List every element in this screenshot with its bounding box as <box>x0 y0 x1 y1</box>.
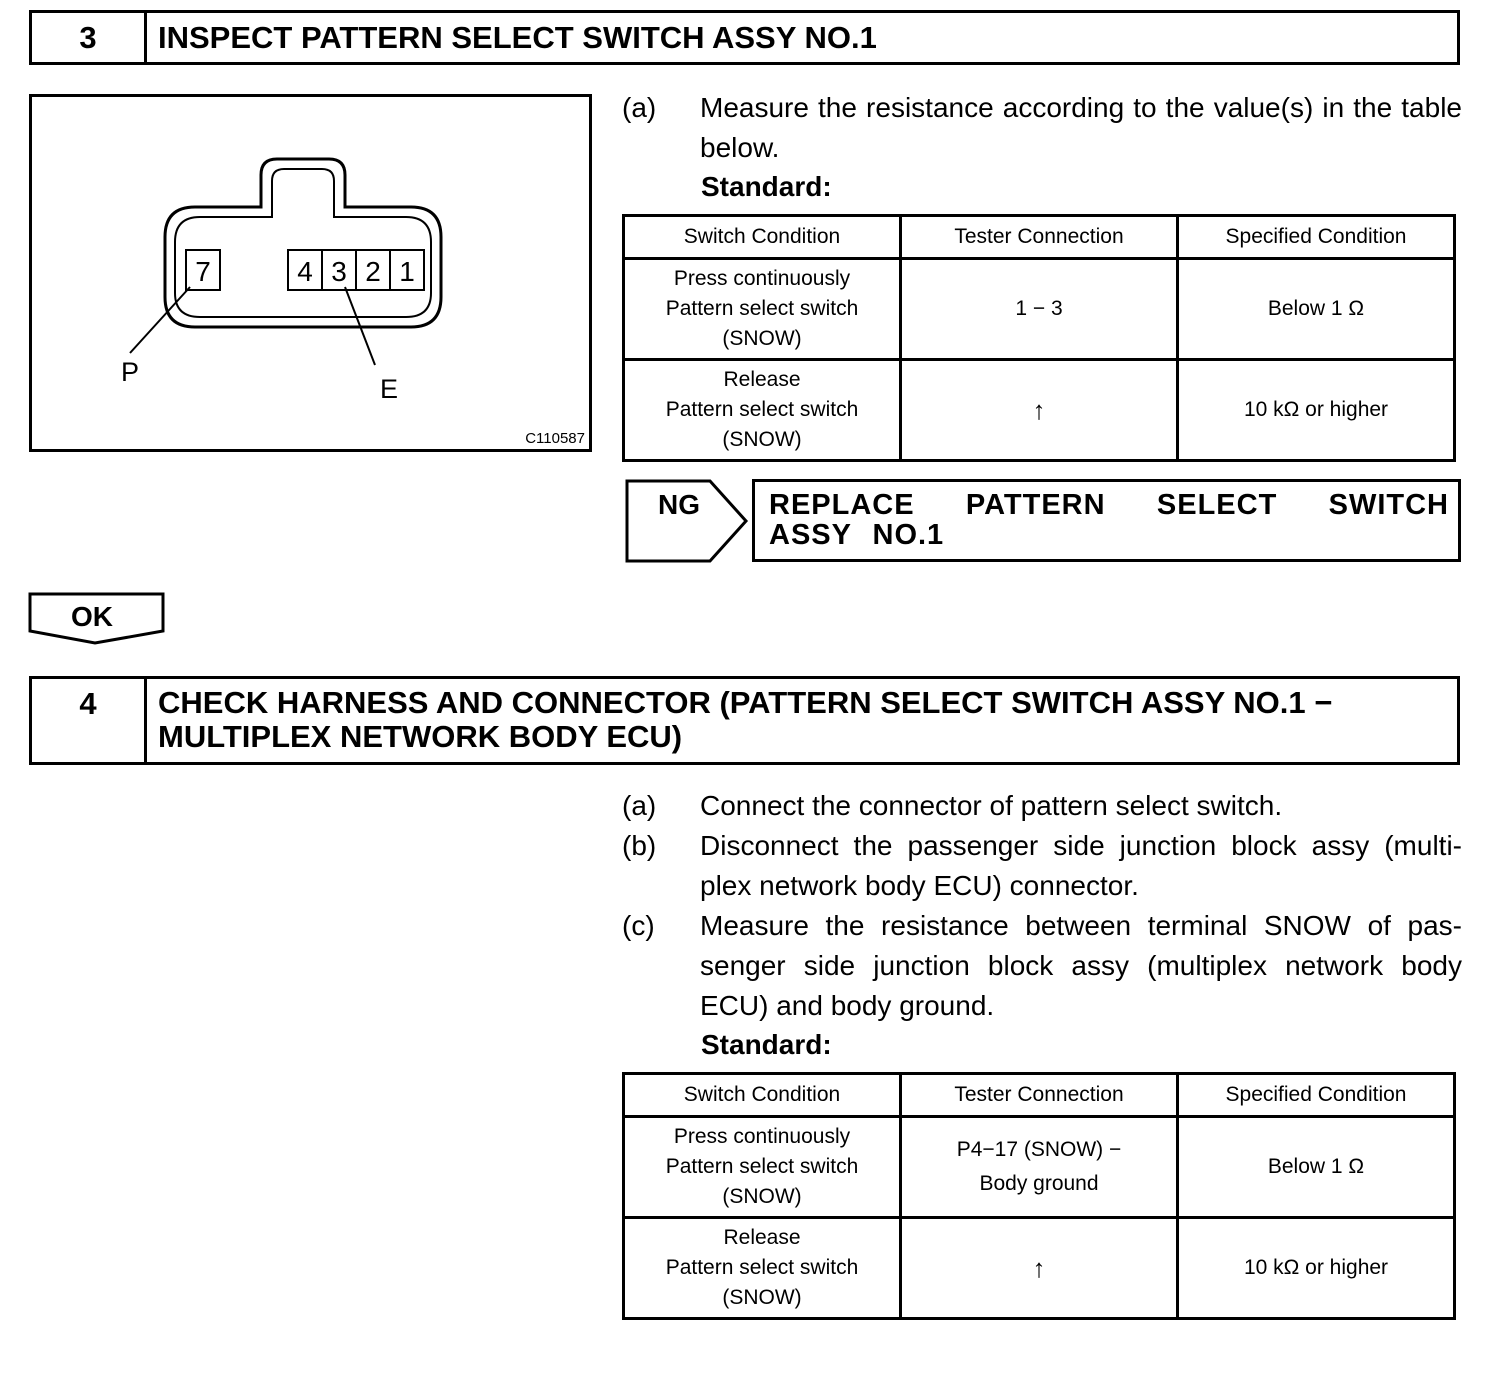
ok-label: OK <box>71 601 113 632</box>
item-label: (b) <box>622 830 657 861</box>
table-header-row <box>624 1074 1455 1117</box>
step-title <box>158 686 1332 754</box>
table-header-row <box>624 216 1455 259</box>
cell-specified-condition: 10 kΩ or higher <box>1178 360 1455 461</box>
pin-2-label: 2 <box>365 256 381 287</box>
table-row <box>624 360 1455 461</box>
pin-4-label: 4 <box>297 256 313 287</box>
callout-p: P <box>120 357 140 387</box>
step-4-instruction-a <box>622 786 1462 826</box>
item-text: Measure the resistance according to the value(s) in the table below. <box>700 92 1462 163</box>
cell-specified-condition: 10 kΩ or higher <box>1178 1218 1455 1319</box>
cell-switch-condition: Press continuously Pattern select switch (SNOW) <box>624 259 901 360</box>
item-text: Disconnect the passenger side junction block assy (multi-plex network body ECU) connector. <box>700 830 1462 901</box>
pin-1-label: 1 <box>399 256 415 287</box>
header-tester-connection: Tester Connection <box>901 1074 1178 1117</box>
table-row <box>624 259 1455 360</box>
cell-tester-connection: P4−17 (SNOW) − Body ground <box>901 1117 1178 1218</box>
spec-table-step-3 <box>622 214 1456 462</box>
step-number: 3 <box>32 13 147 62</box>
step-title-line-2: MULTIPLEX NETWORK BODY ECU) <box>158 719 683 754</box>
cell-specified-condition: Below 1 Ω <box>1178 1117 1455 1218</box>
header-switch-condition: Switch Condition <box>624 1074 901 1117</box>
step-number: 4 <box>32 679 147 762</box>
header-specified-condition: Specified Condition <box>1178 216 1455 259</box>
item-text: Connect the connector of pattern select switch. <box>700 790 1283 821</box>
cell-switch-condition: Press continuously Pattern select switch (SNOW) <box>624 1117 901 1218</box>
step-title: INSPECT PATTERN SELECT SWITCH ASSY NO.1 <box>158 20 877 55</box>
connector-diagram <box>32 97 589 449</box>
step-title-line-1: CHECK HARNESS AND CONNECTOR (PATTERN SELECT SWITCH ASSY NO.1 − <box>158 685 1333 720</box>
figure-code: C110587 <box>525 430 585 447</box>
pin-3-label: 3 <box>331 256 347 287</box>
header-switch-condition: Switch Condition <box>624 216 901 259</box>
cell-tester-connection: ↑ <box>901 360 1178 461</box>
step-4-instruction-b <box>622 826 1462 906</box>
step-4-instruction-c <box>622 906 1462 1026</box>
cell-switch-condition: Release Pattern select switch (SNOW) <box>624 360 901 461</box>
standard-label: Standard: <box>701 1029 832 1060</box>
cell-tester-connection: 1 − 3 <box>901 259 1178 360</box>
step-3-instruction-a <box>622 88 1462 168</box>
step-4-header <box>29 676 1460 765</box>
header-tester-connection: Tester Connection <box>901 216 1178 259</box>
item-label: (c) <box>622 910 655 941</box>
standard-label: Standard: <box>701 171 832 202</box>
ng-label: NG <box>658 489 700 520</box>
item-label: (a) <box>622 790 657 821</box>
spec-table-step-4 <box>622 1072 1456 1320</box>
ng-action-box <box>752 479 1461 562</box>
cell-specified-condition: Below 1 Ω <box>1178 259 1455 360</box>
callout-e: E <box>379 374 399 404</box>
item-text: Measure the resistance between terminal SNOW of pas-senger side junction block assy (multiplex network body ECU) and body ground. <box>700 910 1462 1021</box>
table-row <box>624 1117 1455 1218</box>
table-row <box>624 1218 1455 1319</box>
connector-figure <box>29 94 592 452</box>
ng-action-text: REPLACE PATTERN SELECT SWITCH ASSY NO.1 <box>769 489 1449 551</box>
step-3-header <box>29 10 1460 65</box>
pin-7-label: 7 <box>195 256 211 287</box>
header-specified-condition: Specified Condition <box>1178 1074 1455 1117</box>
cell-switch-condition: Release Pattern select switch (SNOW) <box>624 1218 901 1319</box>
cell-tester-connection: ↑ <box>901 1218 1178 1319</box>
item-label: (a) <box>622 92 657 123</box>
